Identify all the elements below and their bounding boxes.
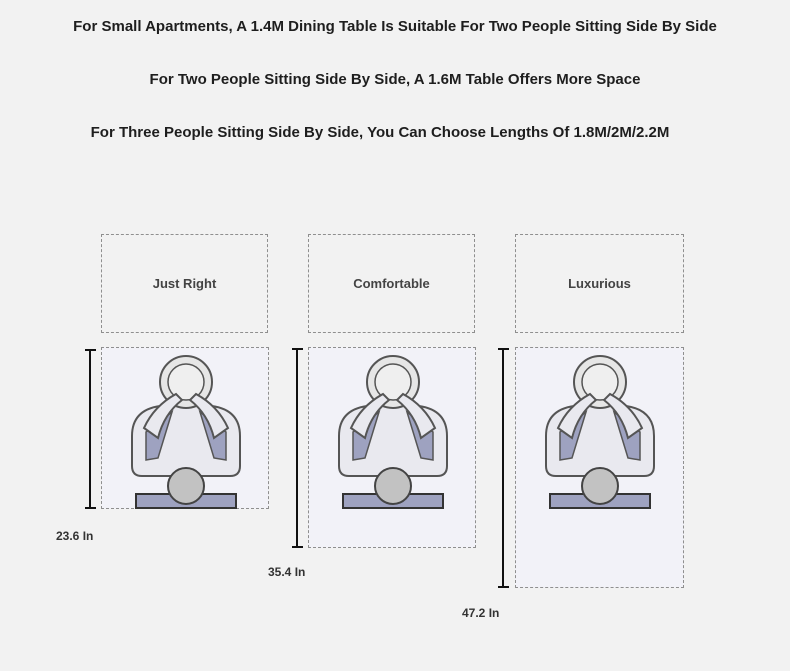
headline-small-apartments: For Small Apartments, A 1.4M Dining Table Is Suitable For Two People Sitting Side By Side [73, 18, 717, 35]
dimension-tick-bottom [498, 586, 509, 588]
seat-area-comfortable [308, 347, 476, 548]
option-label-box-comfortable [308, 234, 475, 333]
dimension-tick-bottom [292, 546, 303, 548]
dimension-tick-bottom [85, 507, 96, 509]
headline-two-people: For Two People Sitting Side By Side, A 1.6M Table Offers More Space [149, 71, 641, 88]
option-label: Just Right [152, 276, 217, 291]
headline-three-people: For Three People Sitting Side By Side, You Can Choose Lengths Of 1.8M/2M/2.2M [90, 124, 670, 141]
seated-person-icon [309, 348, 477, 510]
dimension-label: 23.6 In [56, 529, 94, 543]
option-label-box-luxurious [515, 234, 684, 333]
dimension-label: 35.4 In [268, 565, 306, 579]
seated-person-icon [516, 348, 684, 510]
dimension-line [89, 349, 91, 509]
seated-person-icon [102, 348, 270, 510]
option-label: Luxurious [568, 276, 631, 291]
seat-area-luxurious [515, 347, 684, 588]
option-label: Comfortable [353, 276, 430, 291]
dimension-line [296, 348, 298, 548]
seat-area-just-right [101, 347, 269, 509]
option-label-box-just-right [101, 234, 268, 333]
dimension-label: 47.2 In [462, 606, 500, 620]
dimension-line [502, 348, 504, 588]
